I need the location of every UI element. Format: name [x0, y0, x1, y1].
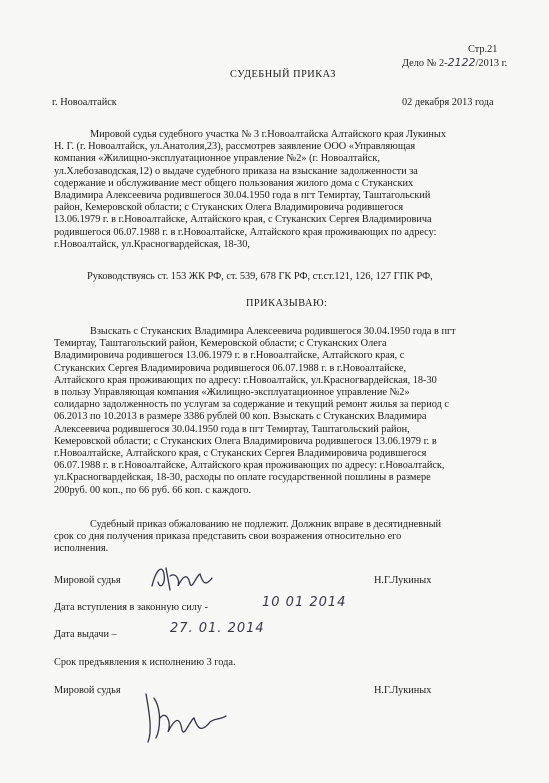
- notice-line: срок со дня получения приказа представить свои возражения относительно его: [54, 531, 402, 543]
- order-paragraph: [54, 326, 524, 497]
- order-line: Алтайского края проживающих по адресу: г.Новоалтайск, ул.Красногвардейская, 18-30: [54, 374, 437, 386]
- intro-line: 13.06.1979 г. в г.Новоалтайске, Алтайского края, с Стуканских Сергея Владимировича: [54, 214, 432, 226]
- notice-line: Судебный приказ обжалованию не подлежит. Должник вправе в десятидневный: [90, 519, 442, 530]
- intro-line: содержание и обслуживание мест общего пользования жилого дома с Стуканских: [54, 177, 414, 189]
- issue-date-handwritten: 27. 01. 2014: [170, 621, 265, 636]
- order-line: Владимировича родившегося 13.06.1979 г. в г.Новоалтайске, Алтайского края, с: [54, 350, 405, 362]
- enforcement-term: Срок предъявления к исполнению 3 года.: [54, 657, 236, 668]
- order-line: Алексеевича родившегося 30.04.1950 года в пгт Темиртау, Таштагольский район,: [54, 423, 410, 435]
- intro-paragraph: [54, 129, 524, 251]
- order-line: солидарно задолженность по услугам за содержание и текущий ремонт жилья за период с: [54, 399, 449, 411]
- appeal-notice: [54, 519, 524, 556]
- legal-basis: Руководствуясь ст. 153 ЖК РФ, ст. 539, 678 ГК РФ, ст.ст.121, 126, 127 ГПК РФ,: [87, 271, 433, 282]
- document-date: 02 декабря 2013 года: [402, 97, 494, 108]
- intro-line: родившегося 06.07.1988 г. в г.Новоалтайске, Алтайского края проживающих по адресу:: [54, 226, 437, 238]
- order-line: 06.07.1988 г. в г.Новоалтайске, Алтайского края проживающих по адресу: г.Новоалтайск,: [54, 460, 445, 472]
- entry-into-force-date: 10 01 2014: [262, 595, 347, 610]
- intro-line: Мировой судья судебного участка № 3 г.Новоалтайска Алтайского края Лукиных: [90, 129, 446, 140]
- document-title: СУДЕБНЫЙ ПРИКАЗ: [230, 69, 336, 80]
- judge-label-second: Мировой судья: [54, 685, 121, 696]
- order-heading: ПРИКАЗЫВАЮ:: [246, 298, 328, 309]
- order-line: Кемеровской области; с Стуканских Олега Владимировича родившегося 13.06.1979 г. в: [54, 435, 437, 447]
- order-line: ул.Красногвардейская, 18-30, расходы по оплате государственной пошлины в размере: [54, 472, 431, 484]
- judge-name: Н.Г.Лукиных: [374, 575, 432, 586]
- case-number: [402, 57, 507, 70]
- judge-name-second: Н.Г.Лукиных: [374, 685, 432, 696]
- order-line: Стуканских Сергея Владимировича родившегося 06.07.1988 г. в г.Новоалтайске,: [54, 362, 407, 374]
- judge-signature-icon: [148, 560, 218, 594]
- case-number-handwritten: 2122: [447, 56, 476, 69]
- intro-line: компания «Жилищно-эксплуатационное управление №2» (г. Новоалтайск,: [54, 153, 380, 165]
- order-line: в пользу Управляющая компания «Жилищно-эксплуатационное управление №2»: [54, 387, 410, 399]
- judge-signature-second-icon: [136, 688, 236, 748]
- case-number-suffix: /2013 г.: [475, 58, 508, 69]
- order-line: г.Новоалтайске, Алтайского края, с Стуканских Сергея Владимировича родившегося: [54, 448, 427, 460]
- case-number-prefix: Дело № 2-: [402, 58, 448, 69]
- order-line: 06.2013 по 10.2013 в размере 3386 рублей 00 коп. Взыскать с Стуканских Владимира: [54, 411, 427, 423]
- issue-date-label: Дата выдачи –: [54, 629, 117, 640]
- intro-line: ул.Хлебозаводская,12) о выдаче судебного приказа на взыскание задолженности за: [54, 165, 418, 177]
- order-line: Темиртау, Таштагольский район, Кемеровской области; с Стуканских Олега: [54, 338, 387, 350]
- entry-into-force-label: Дата вступления в законную силу -: [54, 602, 209, 613]
- notice-line: исполнения.: [54, 543, 109, 555]
- order-line: 200руб. 00 коп., по 66 руб. 66 коп. с каждого.: [54, 484, 252, 496]
- order-line: Взыскать с Стуканских Владимира Алексеевича родившегося 30.04.1950 года в пгт: [90, 326, 456, 337]
- intro-line: г.Новоалтайск, ул.Красногвардейская, 18-30,: [54, 238, 250, 250]
- judge-label: Мировой судья: [54, 575, 121, 586]
- intro-line: Владимира Алексеевича родившегося 30.04.1950 года в пгт Темиртау, Таштагольский: [54, 190, 431, 202]
- page-number: Стр.21: [468, 44, 498, 55]
- intro-line: Н. Г. (г. Новоалтайск, ул.Анатолия,23), рассмотрев заявление ООО «Управляющая: [54, 141, 416, 153]
- place-of-issue: г. Новоалтайск: [52, 97, 117, 108]
- intro-line: район, Кемеровской области; с Стуканских Олега Владимировича родившегося: [54, 202, 404, 214]
